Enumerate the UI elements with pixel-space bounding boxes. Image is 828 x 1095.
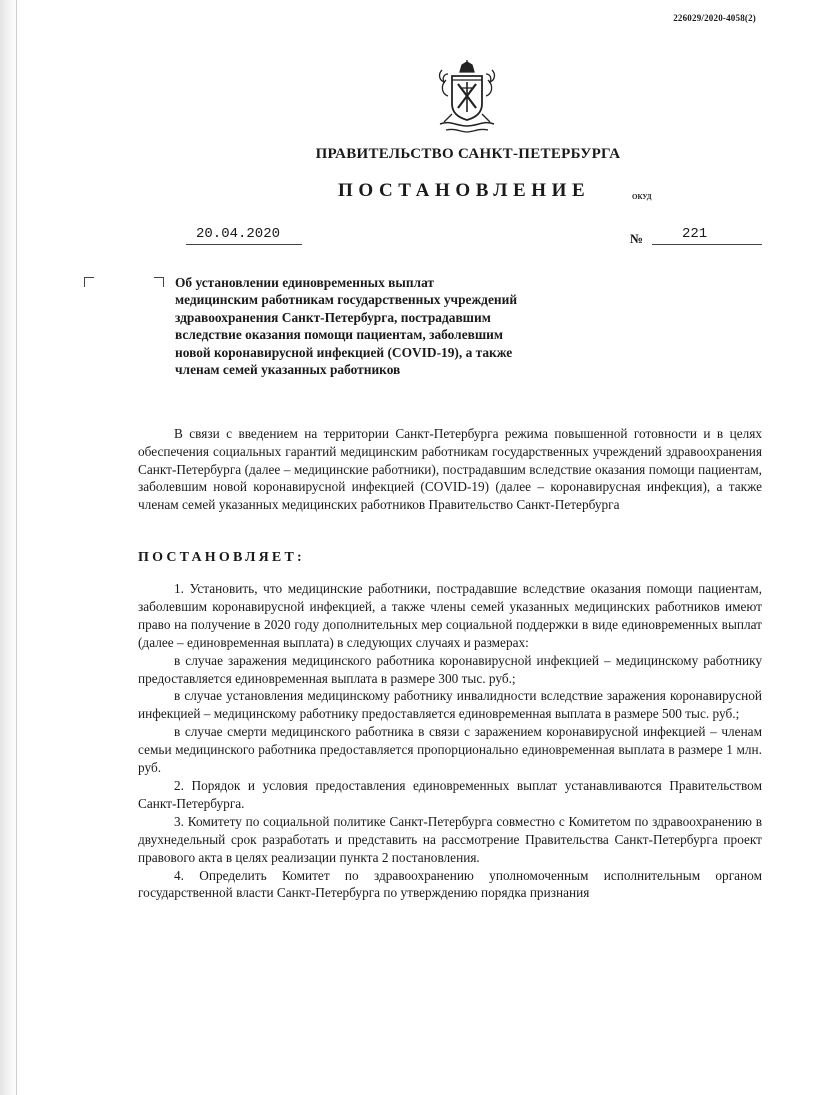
- paragraph-case-infection: в случае заражения медицинского работника коронавирусной инфекцией – медицинскому работнику предоставляется единовременная выплата в размере 300 тыс. руб.;: [138, 652, 762, 686]
- paragraph-1: 1. Установить, что медицинские работники, пострадавшие вследствие оказания помощи пациентам, заболевшим коронавирусной инфекцией, а также члены семей указанных медицинских работников имеют право на получение в 2020 году дополнительных мер социальной поддержки в виде единовременных выплат (далее – единовременная выплата) в следующих случаях и размерах:: [138, 581, 762, 650]
- subject-block: [175, 274, 595, 378]
- document-number: 221: [682, 226, 708, 242]
- corner-mark-right: [154, 277, 164, 287]
- paragraph-case-disability: в случае установления медицинскому работнику инвалидности вследствие заражения коронавирусной инфекцией – медицинскому работнику предоставляется единовременная выплата в размере 500 тыс. руб.;: [138, 688, 762, 722]
- subject-line: Об установлении единовременных выплат: [175, 275, 434, 290]
- paragraph-3: 3. Комитету по социальной политике Санкт-Петербурга совместно с Комитетом по здравоохранению в двухнедельный срок разработать и представить на рассмотрение Правительства Санкт-Петербурга проект правового акта в целях реализации пункта 2 постановления.: [138, 813, 762, 865]
- subject-line: новой коронавирусной инфекцией (COVID-19), а также: [175, 344, 513, 360]
- document-type: ПОСТАНОВЛЕНИЕ: [338, 180, 591, 201]
- subject-line: медицинским работникам государственных учреждений: [175, 292, 518, 308]
- document-id: 226029/2020-4058(2): [673, 13, 756, 23]
- government-title: ПРАВИТЕЛЬСТВО САНКТ-ПЕТЕРБУРГА: [315, 146, 621, 162]
- coat-of-arms-icon: [436, 60, 498, 134]
- paragraph-4: 4. Определить Комитет по здравоохранению уполномоченным исполнительным органом государственной власти Санкт-Петербурга по утверждению порядка признания: [138, 867, 762, 901]
- resolves-heading: ПОСТАНОВЛЯЕТ:: [138, 550, 305, 565]
- subject-line: членам семей указанных работников: [175, 362, 401, 378]
- number-underline: [652, 244, 762, 245]
- preamble-paragraph: В связи с введением на территории Санкт-Петербурга режима повышенной готовности и в целях обеспечения социальных гарантий медицинским работникам государственных учреждений здравоохранения Санкт-Петербурга (далее – медицинские работники), пострадавшим вследствие оказания помощи пациентам, заболевшим новой коронавирусной инфекцией (COVID-19) (далее – коронавирусная инфекция), а также членам семей указанных медицинских работников Правительство Санкт-Петербурга: [138, 426, 762, 513]
- date-underline: [186, 244, 302, 245]
- subject-line: здравоохранения Санкт-Петербурга, пострадавшим: [175, 309, 491, 325]
- paragraph-2: 2. Порядок и условия предоставления единовременных выплат устанавливаются Правительством Санкт-Петербурга.: [138, 777, 762, 811]
- corner-mark-left: [84, 277, 94, 287]
- resolution-body: [138, 580, 762, 902]
- okud-label: ОКУД: [632, 193, 652, 201]
- document-date: 20.04.2020: [196, 226, 281, 242]
- scan-edge-line: [16, 0, 17, 1095]
- subject-line: вследствие оказания помощи пациентам, заболевшим: [175, 327, 504, 343]
- paragraph-case-death: в случае смерти медицинского работника в связи с заражением коронавирусной инфекцией – членам семьи медицинского работника предоставляется пропорционально единовременная выплата в размере 1 млн. руб.: [138, 724, 762, 776]
- number-label: №: [630, 231, 644, 246]
